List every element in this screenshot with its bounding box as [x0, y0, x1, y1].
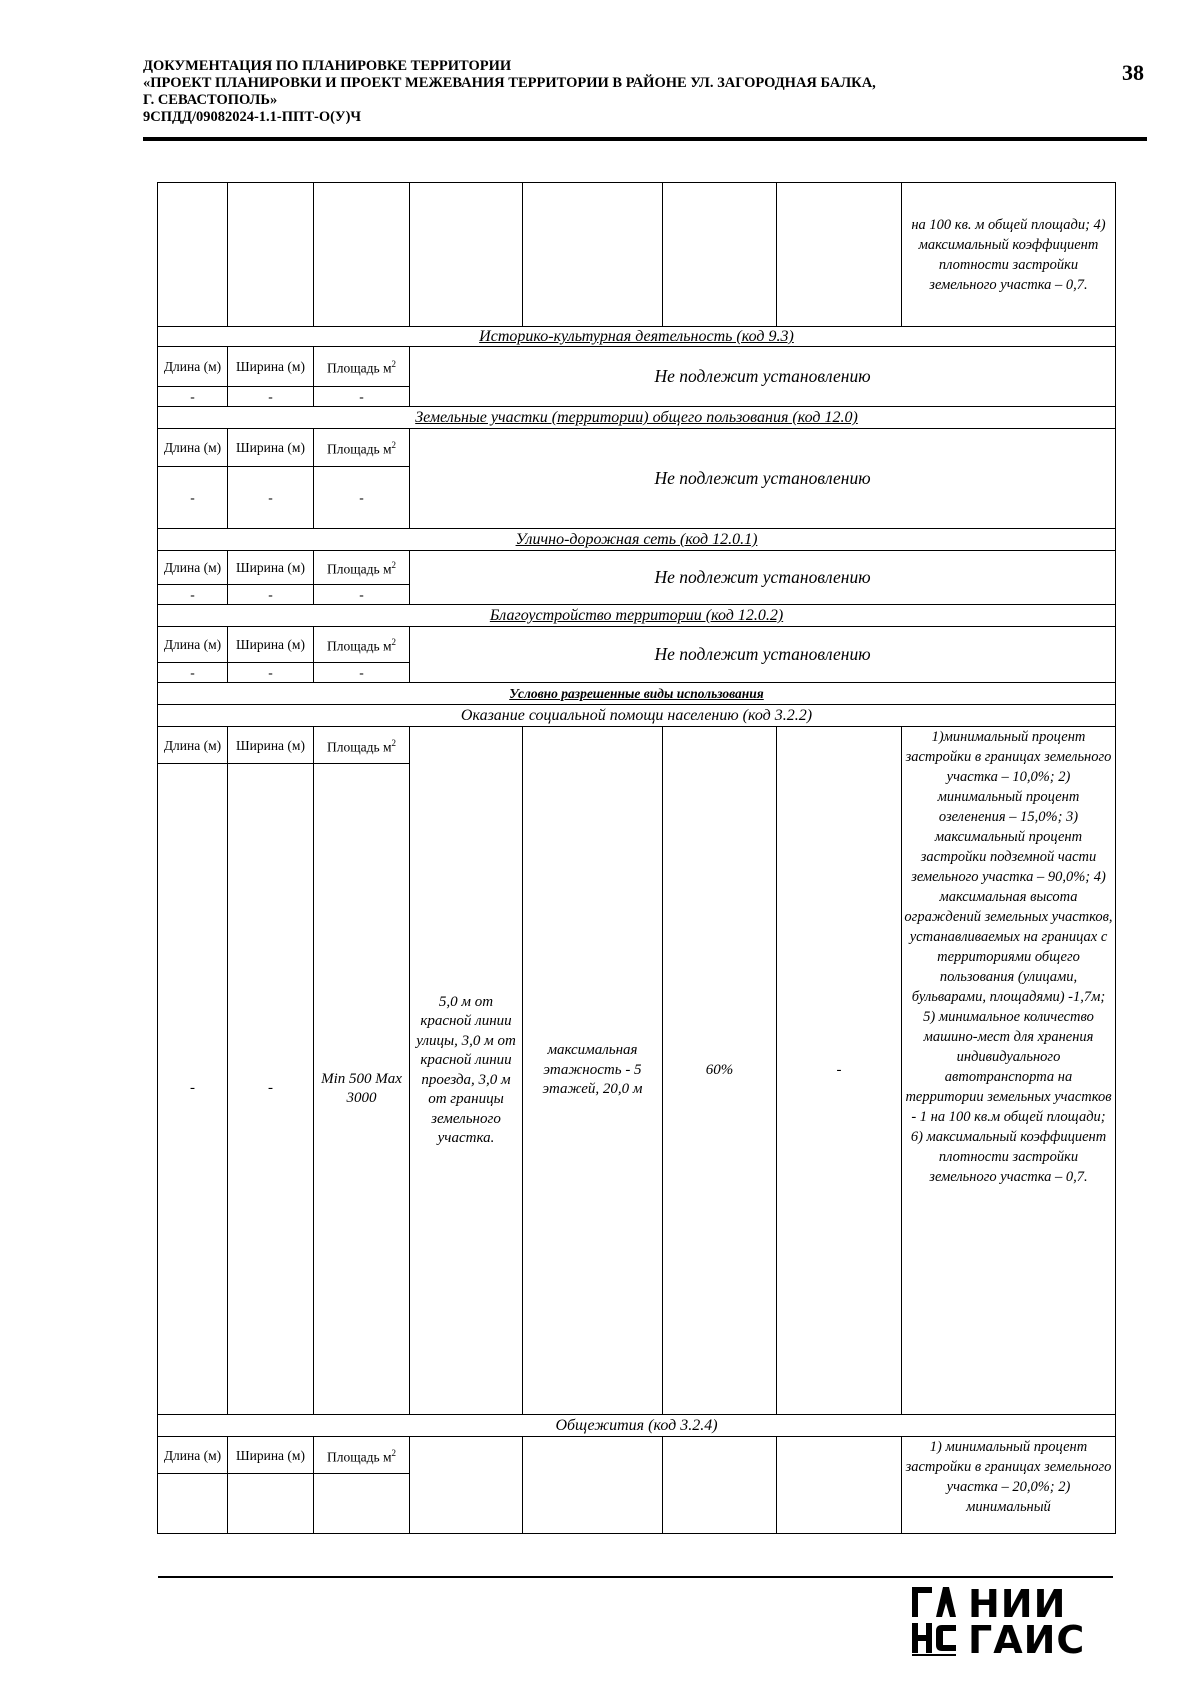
table-cell: [314, 183, 410, 327]
section-title: Благоустройство территории (код 12.0.2): [158, 605, 1116, 627]
dash-cell: -: [158, 585, 228, 605]
document-header: [143, 58, 1103, 126]
column-header-area: Площадь $м^2$: [314, 627, 410, 663]
column-header-area: Площадь $м^2$: [314, 429, 410, 467]
section-title: Историко-культурная деятельность (код 9.3): [158, 327, 1116, 347]
logo-mark-icon: [912, 1585, 958, 1657]
dash-cell: -: [314, 585, 410, 605]
dash-cell: -: [228, 663, 314, 683]
section-title: Земельные участки (территории) общего пользования (код 12.0): [158, 407, 1116, 429]
column-header-width: Ширина (м): [228, 727, 314, 764]
table-cell: [663, 183, 777, 327]
table-cell: [228, 183, 314, 327]
header-line-4: 9СПДД/09082024-1.1-ППТ-О(У)Ч: [143, 109, 362, 125]
header-line-3: Г. СЕВАСТОПОЛЬ»: [143, 92, 278, 108]
dash-cell: -: [158, 387, 228, 407]
column-header-width: Ширина (м): [228, 429, 314, 467]
table-cell: [158, 183, 228, 327]
dormitory-limits: 1) минимальный процент застройки в границах земельного участка – 20,0%; 2) минимальный: [902, 1437, 1116, 1534]
dash-cell: -: [314, 387, 410, 407]
page-number: 38: [1122, 60, 1144, 85]
nii-gais-logo: [912, 1582, 1092, 1662]
table-cell: [314, 1474, 410, 1534]
other-cell: -: [777, 727, 902, 1415]
header-line-2: «ПРОЕКТ ПЛАНИРОВКИ И ПРОЕКТ МЕЖЕВАНИЯ ТЕРРИТОРИИ В РАЙОНЕ УЛ. ЗАГОРОДНАЯ БАЛКА,: [143, 75, 876, 91]
logo-text-line-1: НИИ: [968, 1582, 1067, 1626]
table-cell: [410, 183, 523, 327]
table-cell: [523, 1437, 663, 1534]
dash-cell: -: [158, 467, 228, 529]
column-header-width: Ширина (м): [228, 347, 314, 387]
table-cell: [523, 183, 663, 327]
header-line-1: ДОКУМЕНТАЦИЯ ПО ПЛАНИРОВКЕ ТЕРРИТОРИИ: [143, 58, 512, 74]
column-header-width: Ширина (м): [228, 551, 314, 585]
not-subject-text: Не подлежит установлению: [410, 551, 1116, 605]
column-header-width: Ширина (м): [228, 1437, 314, 1474]
header-rule: [143, 137, 1147, 141]
table-cell: [410, 1437, 523, 1534]
section-title: Общежития (код 3.2.4): [158, 1415, 1116, 1437]
not-subject-text: Не подлежит установлению: [410, 429, 1116, 529]
column-header-area: Площадь $м^2$: [314, 551, 410, 585]
width-value: -: [228, 764, 314, 1415]
continuation-limits: на 100 кв. м общей площади; 4) максимальный коэффициент плотности застройки земельного участка – 0,7.: [902, 183, 1116, 327]
table-cell: [228, 1474, 314, 1534]
dash-cell: -: [228, 585, 314, 605]
logo-text-line-2: ГАИС: [968, 1618, 1086, 1662]
column-header-area: Площадь $м^2$: [314, 347, 410, 387]
column-header-length: Длина (м): [158, 551, 228, 585]
limits-cell: 1)минимальный процент застройки в границах земельного участка – 10,0%; 2) минимальный процент озеленения – 15,0%; 3) максимальный процент застройки подземной части земельного участка – 90,0%; 4) максимальная высота ограждений земельных участков, устанавливаемых на границах с территориями общего пользования (улицами, бульварами, площадями) -1,7м; 5) минимальное количество машино-мест для хранения индивидуального автотранспорта на территории земельных участков - 1 на 100 кв.м общей площади; 6) максимальный коэффициент плотности застройки земельного участка – 0,7.: [902, 727, 1116, 1415]
not-subject-text: Не подлежит установлению: [410, 347, 1116, 407]
table-cell: [158, 1474, 228, 1534]
column-header-length: Длина (м): [158, 429, 228, 467]
setbacks-cell: 5,0 м от красной линии улицы, 3,0 м от красной линии проезда, 3,0 м от границы земельного участка.: [410, 727, 523, 1415]
area-value: Min 500 Max 3000: [314, 764, 410, 1415]
column-header-width: Ширина (м): [228, 627, 314, 663]
dash-cell: -: [314, 467, 410, 529]
column-header-length: Длина (м): [158, 627, 228, 663]
floors-cell: максимальная этажность - 5 этажей, 20,0 м: [523, 727, 663, 1415]
table-cell: [663, 1437, 777, 1534]
not-subject-text: Не подлежит установлению: [410, 627, 1116, 683]
dash-cell: -: [314, 663, 410, 683]
land-use-table: [157, 182, 1116, 1534]
table-cell: [777, 183, 902, 327]
coverage-cell: 60%: [663, 727, 777, 1415]
column-header-length: Длина (м): [158, 727, 228, 764]
column-header-area: Площадь $м^2$: [314, 1437, 410, 1474]
dash-cell: -: [158, 663, 228, 683]
section-title: Улично-дорожная сеть (код 12.0.1): [158, 529, 1116, 551]
continuation-row: [158, 183, 1116, 327]
dash-cell: -: [228, 467, 314, 529]
footer-rule: [158, 1576, 1113, 1578]
table-cell: [777, 1437, 902, 1534]
column-header-length: Длина (м): [158, 347, 228, 387]
length-value: -: [158, 764, 228, 1415]
column-header-area: Площадь $м^2$: [314, 727, 410, 764]
conditional-uses-title: Условно разрешенные виды использования: [158, 683, 1116, 705]
section-title: Оказание социальной помощи населению (код 3.2.2): [158, 705, 1116, 727]
column-header-length: Длина (м): [158, 1437, 228, 1474]
dash-cell: -: [228, 387, 314, 407]
